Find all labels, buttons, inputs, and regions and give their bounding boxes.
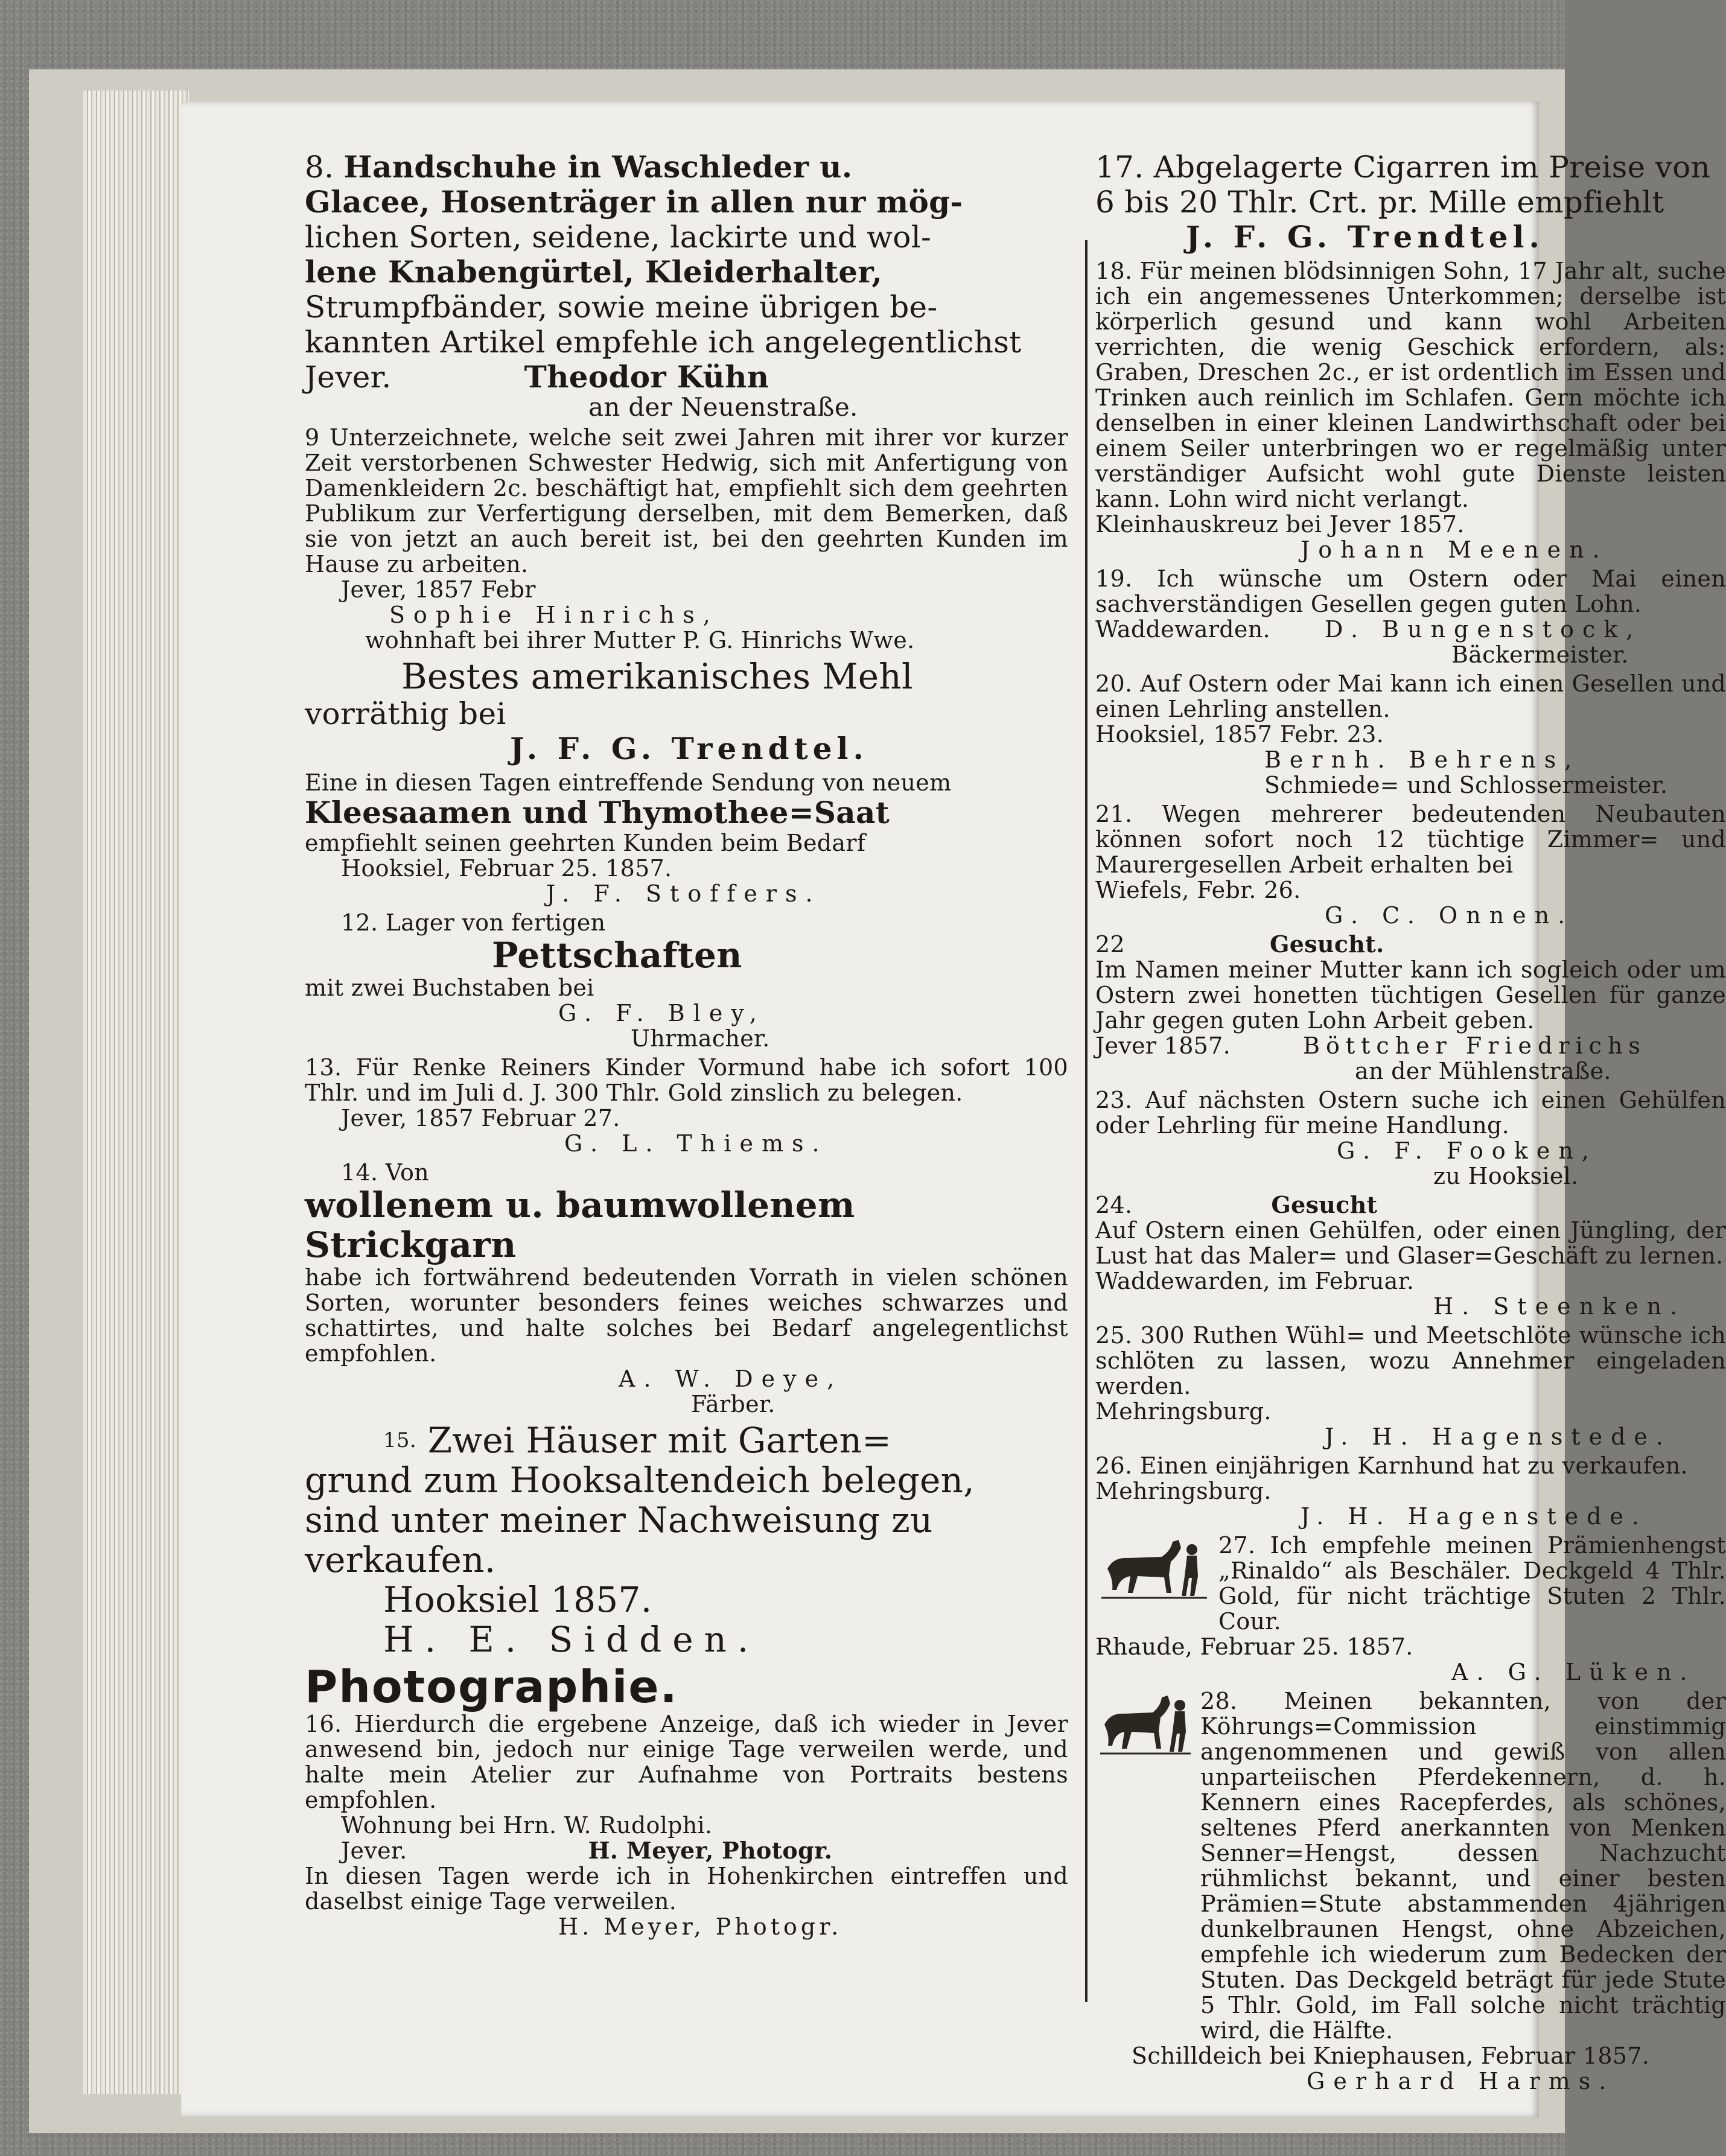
place: Mehringsburg. bbox=[1095, 1398, 1272, 1425]
place: Waddewarden. bbox=[1095, 616, 1270, 643]
date: Wiefels, Febr. 26. bbox=[1095, 877, 1301, 903]
signer: Böttcher Friedrichs bbox=[1303, 1032, 1646, 1059]
ad-text: 23. Auf nächsten Ostern suche ich einen Gehülfen oder Lehrling für meine Handlung. bbox=[1095, 1087, 1726, 1139]
ad-number: 8. bbox=[305, 150, 334, 185]
ad-text: verkaufen. bbox=[305, 1539, 496, 1580]
signer: H. Meyer, Photogr. bbox=[558, 1913, 842, 1940]
signer: G. F. Fooken, bbox=[1337, 1137, 1597, 1164]
signer: D. Bungenstock, bbox=[1324, 616, 1642, 643]
ad-text: 9 Unterzeichnete, welche seit zwei Jahren mit ihrer vor kurzer Zeit verstorbenen Schwester Hedwig, sich mit Anfertigung von Damenkleidern 2c. beschäftigt hat, empfiehlt sich dem geehrten Publikum zur Verfertigung derselben, mit dem Bemerken, daß sie von jetzt an auch bereit ist, bei den geehrten Kunden im Hause zu arbeiten. bbox=[305, 424, 1068, 577]
ad-text: 6 bis 20 Thlr. Crt. pr. Mille empfiehlt bbox=[1095, 185, 1664, 220]
ad-8 bbox=[305, 150, 1068, 420]
ad-number: 15. bbox=[383, 1428, 416, 1452]
trade: Färber. bbox=[691, 1391, 775, 1417]
ad-number: 22 bbox=[1095, 931, 1125, 958]
date: Jever 1857. bbox=[1095, 1032, 1231, 1059]
ad-22 bbox=[1095, 932, 1726, 1084]
ad-text: kannten Artikel empfehle ich angelegentlichst bbox=[305, 325, 1022, 360]
headline: Bestes amerikanisches Mehl bbox=[401, 656, 913, 697]
signer: J. H. Hagenstede. bbox=[1325, 1423, 1672, 1450]
signer: G. F. Bley, bbox=[558, 1000, 765, 1026]
ad-21 bbox=[1095, 801, 1726, 928]
place: Mehringsburg. bbox=[1095, 1478, 1272, 1504]
ad-text: Eine in diesen Tagen eintreffende Sendung von neuem bbox=[305, 769, 952, 796]
ad-text: 18. Für meinen blödsinnigen Sohn, 17 Jahr alt, suche ich ein angemessenes Unterkommen; derselbe ist körperlich gesund und kann wohl Arbeiten verrichten, die wenig Geschick erfordern, als: Graben, Dreschen 2c., er ist ordentlich im Essen und Trinken auch reinlich im Schlafen. Gern möchte ich denselben in einer kleinen Landwirthschaft oder bei einem Seiler unterbringen wo er regelmäßig unter verständiger Aufsicht wohl gute Dienste leisten kann. Lohn wird nicht verlangt. bbox=[1095, 258, 1726, 512]
headline: Photographie. bbox=[305, 1661, 678, 1713]
signer: J. F. G. Trendtel. bbox=[510, 731, 868, 766]
ad-klee bbox=[305, 770, 1068, 906]
date: Waddewarden, im Februar. bbox=[1095, 1268, 1415, 1294]
signer: A. W. Deye, bbox=[619, 1366, 843, 1392]
horse-groom-icon bbox=[1095, 1533, 1210, 1610]
trade: Bäckermeister. bbox=[1451, 641, 1629, 668]
ad-text: 27. Ich empfehle meinen Prämienhengst „Rinaldo“ als Beschäler. Deckgeld 4 Thlr. Gold, für nicht trächtige Stuten 2 Thlr. Cour. bbox=[1218, 1532, 1726, 1635]
signer: J. F. Stoffers. bbox=[546, 880, 821, 907]
ad-text: lene Knabengürtel, Kleiderhalter, bbox=[305, 254, 883, 290]
place: Jever. bbox=[341, 1837, 407, 1864]
ad-15 bbox=[305, 1420, 1068, 1659]
ad-text: Auf Ostern einen Gehülfen, oder einen Jüngling, der Lust hat das Maler= und Glaser=Geschäft zu lernen. bbox=[1095, 1217, 1726, 1269]
headline: Kleesaamen und Thymothee=Saat bbox=[305, 795, 890, 830]
date: Hooksiel 1857. bbox=[383, 1579, 652, 1620]
headline: Gesucht bbox=[1271, 1191, 1378, 1218]
note: wohnhaft bei ihrer Mutter P. G. Hinrichs Wwe. bbox=[365, 627, 915, 653]
ad-text: 13. Für Renke Reiners Kinder Vormund habe ich sofort 100 Thlr. und im Juli d. J. 300 Thlr. Gold zinslich zu belegen. bbox=[305, 1054, 1068, 1106]
signer: H. Steenken. bbox=[1433, 1293, 1686, 1320]
ad-text: habe ich fortwährend bedeutenden Vorrath in vielen schönen Sorten, worunter besonders feines weiches schwarzes und schattirtes, und halte solches bei Bedarf angelegentlichst empfohlen. bbox=[305, 1264, 1068, 1367]
signer: J. H. Hagenstede. bbox=[1301, 1503, 1648, 1530]
ad-text: Zwei Häuser mit Garten= bbox=[427, 1420, 892, 1461]
trade: Schmiede= und Schlossermeister. bbox=[1264, 772, 1668, 798]
ad-text: 20. Auf Ostern oder Mai kann ich einen Gesellen und einen Lehrling anstellen. bbox=[1095, 670, 1726, 722]
address: an der Mühlenstraße. bbox=[1355, 1058, 1611, 1084]
signer: A. G. Lüken. bbox=[1451, 1659, 1696, 1685]
date: Jever, 1857 Febr bbox=[341, 576, 536, 603]
horse-groom-icon bbox=[1095, 1688, 1192, 1766]
signer: H. Meyer, Photogr. bbox=[588, 1837, 833, 1864]
signer: Bernh. Behrens, bbox=[1264, 746, 1581, 773]
headline: Pettschaften bbox=[492, 935, 742, 976]
ad-text: 28. Meinen bekannten, von der Köhrungs=Commission einstimmig angenommenen und gewiß von allen unparteiischen Pferdekennern, d. h. Kennern eines Racepferdes, als schönes, seltenes Pferd anerkannten von Menken Senner=Hengst, dessen Nachzucht rühmlichst bekannt, und einer besten Prämien=Stute abstammenden 4jährigen dunkelbraunen Hengst, ohne Abzeichen, empfehle ich wiederum zum Bedecken der Stuten. Das Deckgeld beträgt für jede Stute 5 Thlr. Gold, im Fall solche nicht trächtig wird, die Hälfte. bbox=[1200, 1688, 1726, 2044]
signer: J. F. G. Trendtel. bbox=[1186, 219, 1544, 255]
ad-13 bbox=[305, 1055, 1068, 1156]
ad-text: vorräthig bei bbox=[305, 696, 506, 731]
ad-25 bbox=[1095, 1323, 1726, 1449]
signer: Sophie Hinrichs, bbox=[389, 602, 719, 628]
column-divider bbox=[1085, 240, 1088, 2002]
signer: Gerhard Harms. bbox=[1307, 2068, 1615, 2094]
place: Jever. bbox=[305, 360, 392, 395]
ad-text: 25. 300 Ruthen Wühl= und Meetschlöte wünsche ich schlöten zu lassen, wozu Annehmer eingeladen werden. bbox=[1095, 1322, 1726, 1399]
date: Hooksiel, Februar 25. 1857. bbox=[341, 855, 672, 882]
date: Jever, 1857 Februar 27. bbox=[341, 1105, 620, 1131]
ad-number: 24. bbox=[1095, 1192, 1133, 1218]
ad-14 bbox=[305, 1160, 1068, 1417]
ad-text: 14. Von bbox=[341, 1159, 429, 1186]
headline: Gesucht. bbox=[1269, 930, 1384, 958]
trade: Uhrmacher. bbox=[631, 1025, 770, 1052]
ad-text: 12. Lager von fertigen bbox=[341, 909, 606, 936]
ad-12 bbox=[305, 910, 1068, 1051]
ad-text: grund zum Hooksaltendeich belegen, bbox=[305, 1460, 975, 1501]
place: zu Hooksiel. bbox=[1433, 1163, 1579, 1189]
page-edges bbox=[83, 91, 189, 2094]
ad-text: empfiehlt seinen geehrten Kunden beim Bedarf bbox=[305, 830, 866, 856]
signer: G. L. Thiems. bbox=[564, 1130, 828, 1157]
ad-text: sind unter meiner Nachweisung zu bbox=[305, 1499, 933, 1541]
ad-text: Glacee, Hosenträger in allen nur mög- bbox=[305, 184, 963, 220]
date: Kleinhauskreuz bei Jever 1857. bbox=[1095, 511, 1465, 538]
ad-23 bbox=[1095, 1087, 1726, 1189]
ad-text: 19. Ich wünsche um Ostern oder Mai einen sachverständigen Gesellen gegen guten Lohn. bbox=[1095, 565, 1726, 617]
ad-text: Im Namen meiner Mutter kann ich sogleich oder um Ostern zwei honetten tüchtigen Gesellen für ganze Jahr gegen guten Lohn Arbeit geben. bbox=[1095, 956, 1726, 1034]
signer: H. E. Sidden. bbox=[383, 1619, 760, 1660]
date: Schilldeich bei Kniephausen, Februar 1857. bbox=[1132, 2043, 1650, 2069]
ad-text: lichen Sorten, seidene, lackirte und wol- bbox=[305, 220, 932, 255]
address: Wohnung bei Hrn. W. Rudolphi. bbox=[341, 1812, 713, 1839]
ad-17 bbox=[1095, 150, 1726, 255]
ad-18 bbox=[1095, 258, 1726, 562]
signer: Theodor Kühn bbox=[524, 359, 769, 395]
date: Hooksiel, 1857 Febr. 23. bbox=[1095, 721, 1384, 748]
ad-27 bbox=[1095, 1533, 1726, 1685]
ad-19 bbox=[1095, 566, 1726, 667]
ad-text: Handschuhe in Waschleder u. bbox=[343, 149, 853, 185]
ad-text: 16. Hierdurch die ergebene Anzeige, daß ich wieder in Jever anwesend bin, jedoch nur einige Tage verweilen werde, und halte mein Atelier zur Aufnahme von Portraits bestens empfohlen. bbox=[305, 1711, 1068, 1813]
ad-text: 21. Wegen mehrerer bedeutenden Neubauten können sofort noch 12 tüchtige Zimmer= und Maurergesellen Arbeit erhalten bei bbox=[1095, 801, 1726, 878]
ad-26 bbox=[1095, 1453, 1726, 1529]
ad-24 bbox=[1095, 1192, 1726, 1319]
ad-20 bbox=[1095, 671, 1726, 798]
ad-16 bbox=[305, 1663, 1068, 1939]
headline: wollenem u. baumwollenem Strickgarn bbox=[305, 1185, 855, 1265]
ad-text: In diesen Tagen werde ich in Hohenkirchen eintreffen und daselbst einige Tage verweilen. bbox=[305, 1863, 1068, 1915]
ad-text: 26. Einen einjährigen Karnhund hat zu verkaufen. bbox=[1095, 1452, 1688, 1479]
right-column bbox=[1095, 150, 1726, 2097]
date: Rhaude, Februar 25. 1857. bbox=[1095, 1633, 1413, 1660]
ad-28 bbox=[1095, 1688, 1726, 2094]
left-column bbox=[305, 150, 1068, 1943]
newspaper-page bbox=[181, 101, 1726, 2117]
address: an der Neuenstraße. bbox=[588, 392, 858, 422]
ad-text: Strumpfbänder, sowie meine übrigen be- bbox=[305, 290, 938, 325]
ad-mehl bbox=[305, 657, 1068, 766]
ad-text: mit zwei Buchstaben bei bbox=[305, 975, 594, 1001]
ad-text: 17. Abgelagerte Cigarren im Preise von bbox=[1095, 150, 1711, 185]
signer: Johann Meenen. bbox=[1301, 536, 1608, 563]
signer: G. C. Onnen. bbox=[1325, 902, 1574, 929]
ad-9 bbox=[305, 425, 1068, 653]
